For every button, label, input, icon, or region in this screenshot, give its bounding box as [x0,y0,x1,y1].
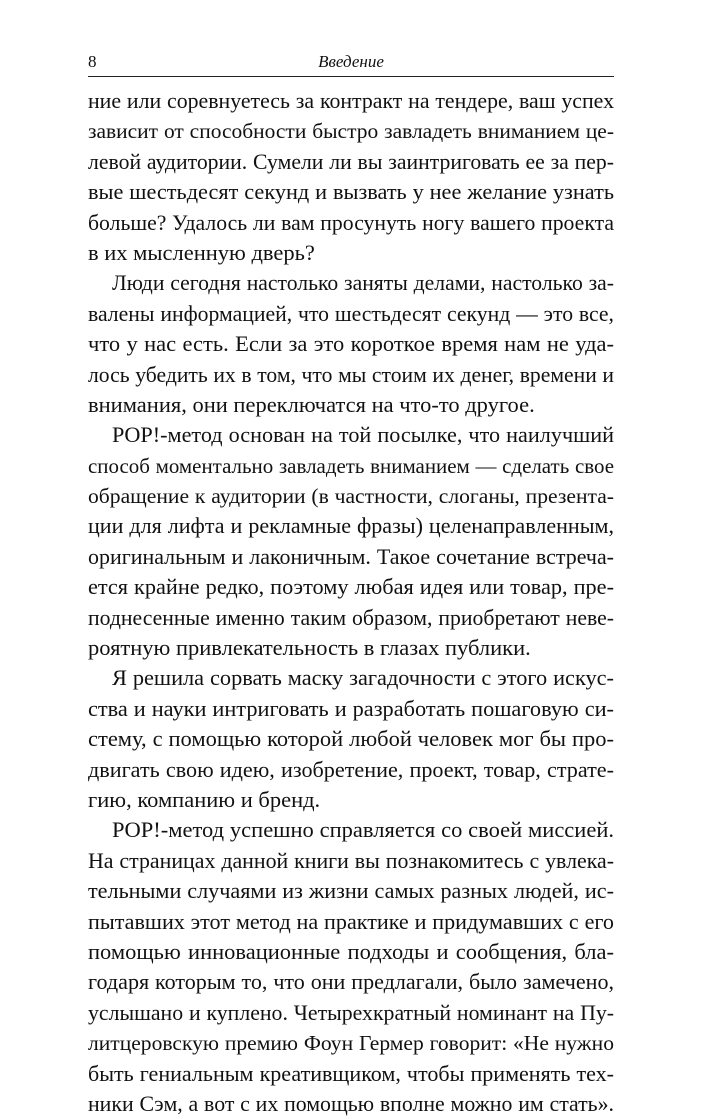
page-number: 8 [88,52,97,71]
text-line: левой аудитории. Сумели ли вы заинтриговать ее за пер- [88,149,614,174]
text-line: Я решила сорвать маску загадочности с этого искус- [112,665,614,691]
text-line: в их мысленную дверь? [88,239,315,265]
text-line: лось убедить их в том, что мы стоим их денег, времени и [88,362,614,387]
text-line: ства и науки интриговать и разработать пошаговую си- [88,695,614,721]
text-line: помощью инновационные подходы и сообщения, бла- [88,938,614,964]
text-line: зависит от способности быстро завладеть вниманием це- [88,119,614,144]
text-line: ется крайне редко, поэтому любая идея или товар, пре- [88,574,614,600]
text-line: обращение к аудитории (в частности, слоганы, презента- [88,484,614,509]
text-line: услышано и куплено. Четырехкратный номинант на Пу- [88,1000,614,1025]
text-line: способ моментально завладеть вниманием — сделать свое [88,453,614,478]
page-header [88,48,614,77]
text-line: валены информацией, что шестьдесят секунд — это все, [88,301,614,326]
text-line: стему, с помощью которой любой человек мог бы про- [88,726,614,752]
text-line: больше? Удалось ли вам просунуть ногу вашего проекта [88,210,614,235]
text-line: ники Сэм, а вот с их помощью вполне можно им стать». [88,1091,614,1116]
text-line: вые шестьдесят секунд и вызвать у нее желание узнать [88,179,614,205]
text-line: На страницах данной книги вы познакомитесь с увлека- [88,848,614,873]
text-line: ции для лифта и рекламные фразы) целенаправленным, [88,513,614,539]
text-line: ние или соревнуетесь за контракт на тендере, ваш успех [88,89,614,113]
text-line: литцеровскую премию Фоун Гермер говорит: «Не нужно [88,1031,614,1056]
body-text [88,86,614,1119]
text-line: POP!-метод успешно справляется со своей миссией. [112,817,614,843]
text-line: что у нас есть. Если за это короткое время нам не уда- [88,331,614,357]
text-line: двигать свою идею, изобретение, проект, товар, страте- [88,756,614,782]
text-line: тельными случаями из жизни самых разных людей, ис- [88,878,614,904]
text-line: POP!-метод основан на той посылке, что наилучший [112,422,614,448]
text-line: быть гениальным креативщиком, чтобы применять тех- [88,1060,614,1086]
running-head: Введение [318,52,384,71]
text-line: поднесенные именно таким образом, приобретают неве- [88,605,614,630]
text-line: Люди сегодня настолько заняты делами, настолько за- [112,271,614,296]
text-line: внимания, они переключатся на что-то другое. [88,391,535,417]
text-line: оригинальным и лаконичным. Такое сочетание встреча- [88,543,614,569]
book-page [88,48,614,1119]
text-line: гию, компанию и бренд. [88,786,321,812]
text-line: годаря которым то, что они предлагали, было замечено, [88,969,614,995]
text-line: роятную привлекательность в глазах публики. [88,635,531,661]
text-line: пытавших этот метод на практике и придумавших с его [88,908,614,934]
